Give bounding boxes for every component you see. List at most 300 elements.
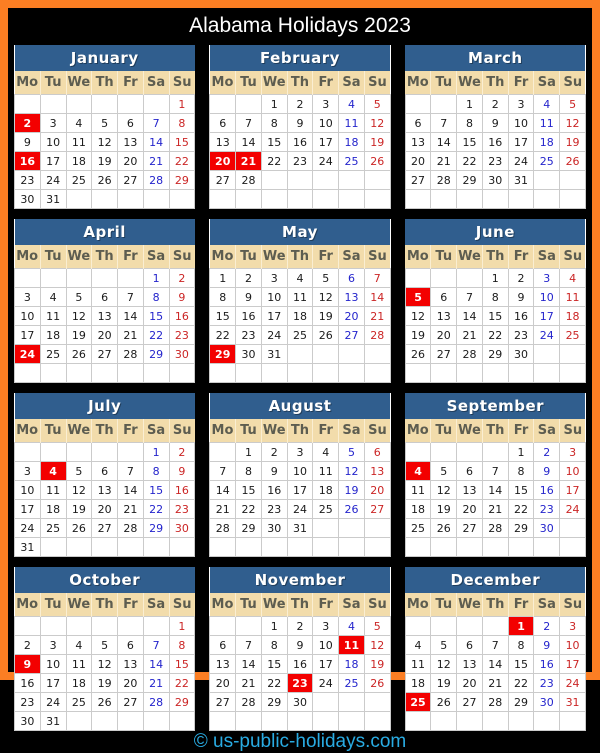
- day-cell: [339, 693, 365, 712]
- day-cell: 7: [482, 462, 508, 481]
- day-cell: 14: [457, 307, 483, 326]
- day-cell: 24: [313, 674, 339, 693]
- day-cell: 24: [560, 674, 586, 693]
- day-cell: 9: [482, 114, 508, 133]
- day-cell: 12: [92, 133, 118, 152]
- day-cell: 1: [508, 443, 534, 462]
- day-name-label: Tu: [431, 71, 457, 95]
- day-cell: 2: [482, 95, 508, 114]
- day-cell: 20: [118, 152, 144, 171]
- day-cell: 9: [287, 114, 313, 133]
- day-cell: 6: [118, 636, 144, 655]
- day-cell: 22: [261, 152, 287, 171]
- week-row: [210, 171, 390, 190]
- day-cell: [15, 364, 41, 383]
- day-cell: 4: [313, 443, 339, 462]
- day-cell: 20: [364, 481, 390, 500]
- week-row: [15, 674, 195, 693]
- week-row: [210, 617, 390, 636]
- day-cell: [287, 712, 313, 731]
- day-name-label: Sa: [534, 245, 560, 269]
- week-row: [15, 288, 195, 307]
- day-cell: [313, 171, 339, 190]
- day-name-label: Tu: [236, 71, 262, 95]
- day-cell: 14: [143, 655, 169, 674]
- day-cell: 28: [482, 693, 508, 712]
- holiday-cell: 23: [287, 674, 313, 693]
- day-cell: 20: [118, 674, 144, 693]
- day-name-label: Fr: [508, 71, 534, 95]
- week-row: [405, 171, 585, 190]
- week-row: [210, 693, 390, 712]
- day-cell: [118, 617, 144, 636]
- day-name-label: Fr: [508, 593, 534, 617]
- day-name-label: Th: [92, 71, 118, 95]
- day-cell: 19: [313, 307, 339, 326]
- day-cell: [339, 364, 365, 383]
- day-cell: 15: [261, 655, 287, 674]
- day-cell: [66, 538, 92, 557]
- day-cell: 22: [169, 674, 195, 693]
- day-cell: 8: [508, 462, 534, 481]
- day-cell: [236, 712, 262, 731]
- day-cell: [508, 364, 534, 383]
- day-cell: 1: [482, 269, 508, 288]
- week-row: [405, 152, 585, 171]
- day-cell: [560, 171, 586, 190]
- day-cell: 25: [560, 326, 586, 345]
- day-cell: 18: [534, 133, 560, 152]
- day-cell: 15: [169, 133, 195, 152]
- day-cell: [508, 538, 534, 557]
- day-cell: 25: [339, 674, 365, 693]
- day-cell: 9: [169, 462, 195, 481]
- day-cell: [169, 190, 195, 209]
- week-row: [405, 500, 585, 519]
- day-name-label: Sa: [143, 71, 169, 95]
- day-cell: 15: [236, 481, 262, 500]
- day-cell: [339, 538, 365, 557]
- day-cell: [364, 364, 390, 383]
- day-name-label: Su: [169, 419, 195, 443]
- day-cell: 25: [66, 171, 92, 190]
- month-may: [209, 219, 390, 383]
- day-cell: 8: [261, 114, 287, 133]
- week-row: [405, 190, 585, 209]
- day-cell: [508, 190, 534, 209]
- day-cell: 29: [169, 693, 195, 712]
- day-cell: 12: [364, 636, 390, 655]
- day-name-label: Su: [560, 71, 586, 95]
- week-row: [405, 519, 585, 538]
- day-cell: 28: [457, 345, 483, 364]
- day-name-label: Th: [92, 419, 118, 443]
- day-cell: [261, 364, 287, 383]
- day-cell: 17: [287, 481, 313, 500]
- day-cell: [313, 712, 339, 731]
- day-cell: 10: [508, 114, 534, 133]
- week-row: [210, 712, 390, 731]
- week-row: [210, 307, 390, 326]
- day-cell: [40, 95, 66, 114]
- day-name-label: Tu: [431, 593, 457, 617]
- month-table: [14, 567, 195, 731]
- month-row: [14, 45, 586, 209]
- day-cell: 22: [143, 500, 169, 519]
- day-cell: [92, 269, 118, 288]
- week-row: [405, 443, 585, 462]
- day-cell: 10: [40, 655, 66, 674]
- day-cell: 5: [66, 288, 92, 307]
- week-row: [15, 712, 195, 731]
- day-name-label: Fr: [508, 245, 534, 269]
- day-cell: 7: [143, 636, 169, 655]
- day-cell: 28: [210, 519, 236, 538]
- day-name-label: Fr: [313, 245, 339, 269]
- day-cell: [92, 443, 118, 462]
- day-cell: [457, 538, 483, 557]
- day-cell: [364, 519, 390, 538]
- month-july: [14, 393, 195, 557]
- day-cell: 14: [431, 133, 457, 152]
- day-cell: 2: [508, 269, 534, 288]
- day-cell: [210, 538, 236, 557]
- week-row: [210, 364, 390, 383]
- month-table: [209, 393, 390, 557]
- day-name-label: We: [66, 419, 92, 443]
- day-name-label: We: [261, 419, 287, 443]
- day-cell: 20: [210, 674, 236, 693]
- day-cell: 5: [364, 617, 390, 636]
- day-cell: 19: [431, 674, 457, 693]
- day-cell: 20: [339, 307, 365, 326]
- day-cell: 23: [15, 693, 41, 712]
- day-name-label: Fr: [508, 419, 534, 443]
- day-cell: 2: [287, 617, 313, 636]
- day-cell: 26: [364, 674, 390, 693]
- day-cell: 24: [313, 152, 339, 171]
- day-name-label: Mo: [405, 419, 431, 443]
- day-cell: 15: [143, 481, 169, 500]
- day-cell: [431, 95, 457, 114]
- day-cell: 18: [40, 500, 66, 519]
- day-cell: 7: [118, 462, 144, 481]
- day-name-label: Sa: [143, 245, 169, 269]
- day-cell: [287, 171, 313, 190]
- day-cell: 3: [560, 617, 586, 636]
- day-cell: [118, 269, 144, 288]
- day-cell: 9: [236, 288, 262, 307]
- day-cell: [118, 190, 144, 209]
- month-october: [14, 567, 195, 731]
- week-row: [405, 712, 585, 731]
- day-cell: 4: [40, 288, 66, 307]
- day-cell: 23: [287, 152, 313, 171]
- day-cell: [482, 617, 508, 636]
- day-cell: 6: [118, 114, 144, 133]
- day-cell: 30: [534, 693, 560, 712]
- week-row: [210, 114, 390, 133]
- day-cell: 16: [287, 655, 313, 674]
- day-cell: 29: [169, 171, 195, 190]
- day-cell: 14: [364, 288, 390, 307]
- day-name-label: Th: [482, 71, 508, 95]
- day-name-label: Sa: [339, 593, 365, 617]
- day-cell: [560, 345, 586, 364]
- week-row: [405, 617, 585, 636]
- day-cell: [287, 538, 313, 557]
- day-cell: 13: [210, 133, 236, 152]
- day-cell: [431, 269, 457, 288]
- day-cell: [287, 364, 313, 383]
- week-row: [210, 345, 390, 364]
- day-cell: [66, 364, 92, 383]
- month-row: [14, 393, 586, 557]
- day-cell: 5: [431, 462, 457, 481]
- day-cell: 17: [40, 674, 66, 693]
- day-cell: 21: [118, 500, 144, 519]
- day-cell: 26: [92, 171, 118, 190]
- day-cell: 9: [508, 288, 534, 307]
- day-cell: 16: [236, 307, 262, 326]
- week-row: [210, 462, 390, 481]
- day-cell: 23: [15, 171, 41, 190]
- day-cell: 23: [169, 326, 195, 345]
- day-name-label: Th: [287, 593, 313, 617]
- day-cell: 12: [66, 481, 92, 500]
- day-cell: 26: [405, 345, 431, 364]
- day-cell: 20: [457, 500, 483, 519]
- month-table: [209, 45, 390, 209]
- day-cell: [287, 190, 313, 209]
- day-cell: 12: [560, 114, 586, 133]
- day-cell: 6: [431, 288, 457, 307]
- day-cell: 24: [560, 500, 586, 519]
- day-cell: 15: [143, 307, 169, 326]
- day-cell: [169, 364, 195, 383]
- holiday-cell: 2: [15, 114, 41, 133]
- day-cell: 8: [210, 288, 236, 307]
- footer-link[interactable]: © us-public-holidays.com: [193, 731, 407, 752]
- day-cell: 30: [236, 345, 262, 364]
- day-cell: 23: [169, 500, 195, 519]
- day-cell: 20: [431, 326, 457, 345]
- month-table: [209, 567, 390, 731]
- week-row: [210, 519, 390, 538]
- week-row: [15, 636, 195, 655]
- month-table: [14, 393, 195, 557]
- week-row: [15, 326, 195, 345]
- day-cell: 19: [431, 500, 457, 519]
- day-name-label: Th: [482, 593, 508, 617]
- week-row: [405, 345, 585, 364]
- day-cell: 27: [92, 345, 118, 364]
- day-cell: [40, 269, 66, 288]
- day-cell: 21: [236, 674, 262, 693]
- week-row: [210, 655, 390, 674]
- day-cell: 6: [92, 288, 118, 307]
- day-cell: 17: [534, 307, 560, 326]
- day-cell: [534, 171, 560, 190]
- day-cell: [364, 693, 390, 712]
- day-cell: 2: [534, 443, 560, 462]
- day-cell: 13: [364, 462, 390, 481]
- day-cell: 30: [169, 345, 195, 364]
- day-cell: 6: [457, 636, 483, 655]
- week-row: [405, 364, 585, 383]
- day-cell: [364, 712, 390, 731]
- month-table: [209, 219, 390, 383]
- day-name-label: Su: [560, 593, 586, 617]
- day-cell: 5: [364, 95, 390, 114]
- day-cell: [236, 95, 262, 114]
- day-name-label: Mo: [210, 593, 236, 617]
- day-name-label: Th: [92, 593, 118, 617]
- day-cell: [287, 345, 313, 364]
- day-cell: [313, 345, 339, 364]
- day-cell: 12: [92, 655, 118, 674]
- day-cell: [482, 190, 508, 209]
- week-row: [15, 655, 195, 674]
- day-cell: 27: [118, 693, 144, 712]
- day-cell: [143, 190, 169, 209]
- page-title: Alabama Holidays 2023: [189, 14, 411, 37]
- day-cell: [169, 712, 195, 731]
- week-row: [210, 481, 390, 500]
- day-name-label: We: [66, 71, 92, 95]
- day-cell: 6: [339, 269, 365, 288]
- day-name-label: Su: [560, 419, 586, 443]
- week-row: [405, 307, 585, 326]
- day-cell: 12: [431, 481, 457, 500]
- day-cell: 11: [40, 307, 66, 326]
- day-cell: [210, 617, 236, 636]
- day-cell: 23: [261, 500, 287, 519]
- day-cell: 14: [143, 133, 169, 152]
- day-cell: 24: [40, 693, 66, 712]
- day-cell: 6: [210, 114, 236, 133]
- day-cell: 2: [236, 269, 262, 288]
- day-cell: 2: [261, 443, 287, 462]
- day-cell: 29: [143, 345, 169, 364]
- day-cell: 8: [236, 462, 262, 481]
- day-cell: 25: [40, 345, 66, 364]
- day-cell: 3: [287, 443, 313, 462]
- day-cell: 22: [210, 326, 236, 345]
- day-cell: [534, 345, 560, 364]
- day-cell: 8: [143, 462, 169, 481]
- holiday-cell: 24: [15, 345, 41, 364]
- day-name-label: Sa: [143, 419, 169, 443]
- week-row: [210, 636, 390, 655]
- week-row: [210, 269, 390, 288]
- week-row: [405, 269, 585, 288]
- day-cell: 10: [287, 462, 313, 481]
- day-name-label: We: [66, 593, 92, 617]
- day-cell: 5: [66, 462, 92, 481]
- day-cell: 10: [261, 288, 287, 307]
- day-name-label: Mo: [15, 245, 41, 269]
- day-cell: 17: [40, 152, 66, 171]
- day-cell: 7: [482, 636, 508, 655]
- day-name-label: Tu: [236, 593, 262, 617]
- day-cell: 7: [143, 114, 169, 133]
- day-cell: [40, 617, 66, 636]
- day-cell: 11: [287, 288, 313, 307]
- day-name-label: Su: [364, 593, 390, 617]
- day-cell: 27: [457, 693, 483, 712]
- day-cell: 30: [15, 190, 41, 209]
- day-cell: [66, 269, 92, 288]
- day-cell: 14: [236, 655, 262, 674]
- day-cell: [118, 364, 144, 383]
- day-cell: 11: [405, 655, 431, 674]
- day-cell: 4: [339, 617, 365, 636]
- day-cell: 7: [236, 114, 262, 133]
- day-cell: 13: [457, 481, 483, 500]
- holiday-cell: 29: [210, 345, 236, 364]
- day-cell: [457, 269, 483, 288]
- week-row: [15, 693, 195, 712]
- day-name-label: Sa: [339, 419, 365, 443]
- day-cell: 16: [15, 674, 41, 693]
- day-cell: [236, 617, 262, 636]
- day-cell: [339, 712, 365, 731]
- day-cell: 19: [92, 152, 118, 171]
- day-cell: 21: [482, 674, 508, 693]
- day-cell: 26: [313, 326, 339, 345]
- month-title: October: [15, 567, 195, 593]
- month-title: June: [405, 219, 585, 245]
- holiday-cell: 4: [405, 462, 431, 481]
- day-cell: 28: [143, 693, 169, 712]
- month-title: April: [15, 219, 195, 245]
- day-cell: 16: [287, 133, 313, 152]
- month-title: February: [210, 45, 390, 71]
- day-cell: [560, 538, 586, 557]
- day-name-label: We: [66, 245, 92, 269]
- day-cell: 29: [261, 693, 287, 712]
- day-cell: 19: [66, 326, 92, 345]
- day-cell: [118, 95, 144, 114]
- day-name-label: Sa: [339, 71, 365, 95]
- day-cell: 17: [15, 326, 41, 345]
- day-cell: [210, 190, 236, 209]
- day-cell: 23: [482, 152, 508, 171]
- day-cell: [457, 617, 483, 636]
- day-cell: [560, 712, 586, 731]
- day-cell: [92, 95, 118, 114]
- day-cell: 1: [261, 617, 287, 636]
- day-cell: 31: [40, 190, 66, 209]
- month-december: [405, 567, 586, 731]
- day-cell: [313, 364, 339, 383]
- day-name-label: Sa: [534, 419, 560, 443]
- day-cell: 1: [261, 95, 287, 114]
- day-cell: 24: [40, 171, 66, 190]
- month-table: [405, 393, 586, 557]
- day-cell: 20: [92, 500, 118, 519]
- day-name-label: Th: [287, 419, 313, 443]
- day-cell: 22: [169, 152, 195, 171]
- day-cell: 1: [169, 95, 195, 114]
- week-row: [15, 190, 195, 209]
- day-cell: 25: [287, 326, 313, 345]
- day-cell: 6: [457, 462, 483, 481]
- day-cell: [339, 345, 365, 364]
- day-cell: 27: [118, 171, 144, 190]
- month-title: September: [405, 393, 585, 419]
